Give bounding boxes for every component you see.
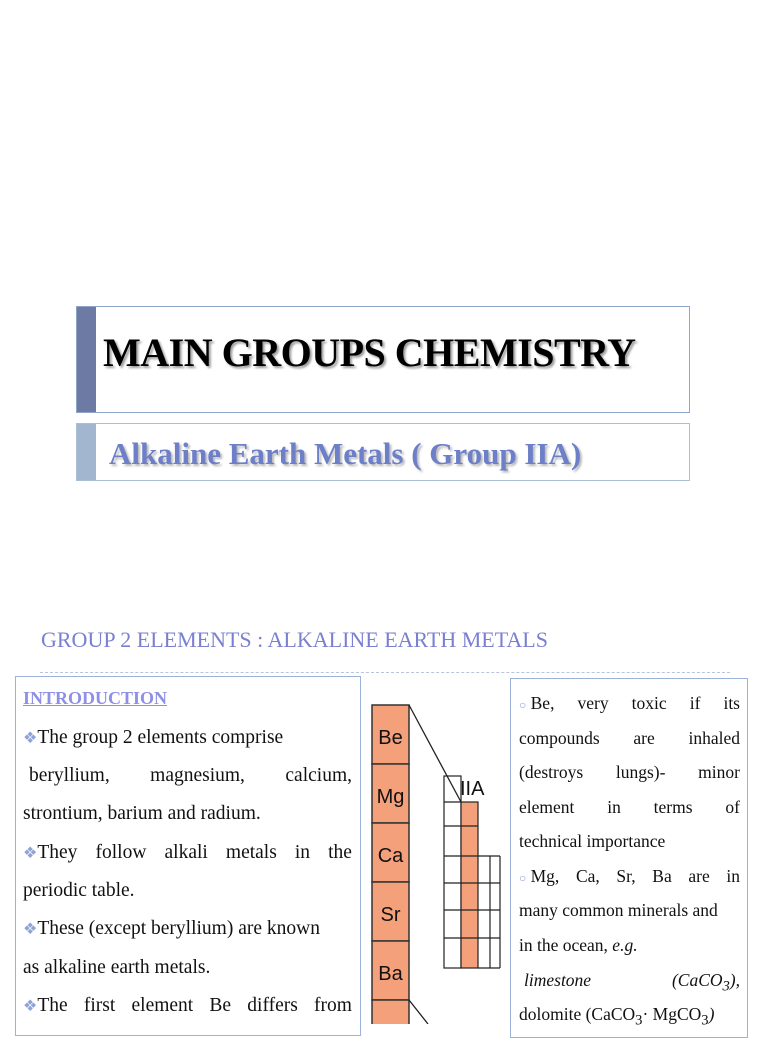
heading-divider bbox=[40, 672, 730, 673]
slide-title: MAIN GROUPS CHEMISTRY bbox=[103, 330, 636, 375]
circle-bullet-icon: ○ bbox=[519, 871, 527, 885]
subtitle-accent-bar bbox=[77, 424, 96, 480]
prop-line-1: ○ Be, very toxic if its bbox=[519, 693, 740, 713]
group-label-iia: IIA bbox=[460, 778, 485, 800]
prop-line-2: compounds are inhaled bbox=[519, 728, 740, 748]
introduction-heading: INTRODUCTION bbox=[23, 688, 168, 708]
introduction-box bbox=[15, 676, 361, 1036]
element-label-ca: Ca bbox=[377, 845, 404, 867]
intro-line-2: beryllium, magnesium, calcium, bbox=[29, 765, 352, 786]
slide2-heading: GROUP 2 ELEMENTS : ALKALINE EARTH METALS bbox=[41, 627, 548, 652]
slide-subtitle: Alkaline Earth Metals ( Group IIA) bbox=[109, 436, 582, 471]
properties-box bbox=[510, 678, 748, 1038]
title-accent-bar bbox=[77, 307, 96, 412]
element-column bbox=[372, 705, 409, 1024]
title-box bbox=[76, 306, 690, 413]
subtitle-box bbox=[76, 423, 690, 481]
intro-line-1: ❖The group 2 elements comprise bbox=[23, 727, 284, 748]
diamond-bullet-icon: ❖ bbox=[23, 921, 38, 938]
element-label-ba: Ba bbox=[378, 963, 403, 985]
intro-line-3: strontium, barium and radium. bbox=[23, 803, 261, 824]
prop-line-4: element in terms of bbox=[519, 797, 740, 817]
element-label-mg: Mg bbox=[376, 786, 405, 808]
intro-line-6: ❖These (except beryllium) are known bbox=[23, 918, 320, 939]
diamond-bullet-icon: ❖ bbox=[23, 998, 38, 1015]
circle-bullet-icon: ○ bbox=[519, 698, 527, 712]
prop-line-5: technical importance bbox=[519, 831, 666, 851]
intro-line-4: ❖They follow alkali metals in the bbox=[23, 842, 352, 863]
connector-line-top bbox=[409, 705, 461, 802]
prop-line-9: limestone (CaCO$_3$), bbox=[524, 970, 740, 995]
intro-line-8: ❖The first element Be differs from bbox=[23, 995, 352, 1016]
element-label-sr: Sr bbox=[380, 904, 401, 926]
prop-line-10: dolomite (CaCO$_3$· MgCO$_3$) bbox=[519, 1004, 715, 1029]
connector-line-bottom bbox=[409, 1000, 428, 1024]
prop-line-8: in the ocean, e.g. bbox=[519, 935, 638, 955]
mini-periodic-grid bbox=[444, 776, 500, 968]
prop-line-3: (destroys lungs)- minor bbox=[519, 762, 740, 782]
element-label-be: Be bbox=[378, 727, 403, 749]
group2-periodic-diagram bbox=[360, 680, 510, 1024]
diamond-bullet-icon: ❖ bbox=[23, 845, 38, 862]
diamond-bullet-icon: ❖ bbox=[23, 730, 38, 747]
intro-line-5: periodic table. bbox=[23, 880, 135, 901]
prop-line-6: ○ Mg, Ca, Sr, Ba are in bbox=[519, 866, 740, 886]
prop-line-7: many common minerals and bbox=[519, 900, 718, 920]
element-cell-ra bbox=[372, 1000, 409, 1024]
intro-line-7: as alkaline earth metals. bbox=[23, 957, 211, 978]
